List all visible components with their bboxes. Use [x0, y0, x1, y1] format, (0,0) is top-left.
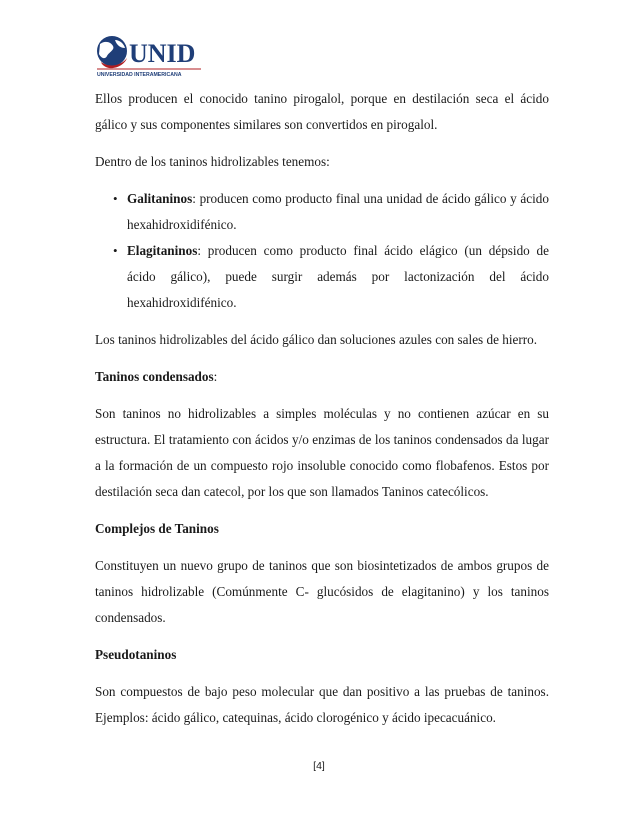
term-elagitaninos: Elagitaninos: [127, 243, 198, 258]
bullet-icon: •: [113, 191, 118, 206]
paragraph-sales-hierro: Los taninos hidrolizables del ácido gálico dan soluciones azules con sales de hierro.: [95, 332, 538, 347]
paragraph-pseudotaninos: Son compuestos de bajo peso molecular que dan positivo a las pruebas de taninos. Ejemplos: ácido gálico, catequinas, ácido clorogénico y ácido ipecacuánico.: [95, 684, 549, 725]
heading-pseudotaninos: Pseudotaninos: [95, 647, 177, 662]
term-galitaninos: Galitaninos: [127, 191, 193, 206]
heading-taninos-condensados: Taninos condensados:: [95, 369, 218, 384]
definition-elagitaninos: : producen como producto final ácido elágico (un dépsido de ácido gálico), puede surgir además por lactonización del ácido hexahidroxidifénico.: [127, 243, 549, 310]
logo-text: UNID: [129, 39, 196, 68]
bullet-list: [95, 186, 549, 316]
heading-complejos: Complejos de Taninos: [95, 521, 219, 536]
list-item: [95, 238, 549, 316]
definition-galitaninos: : producen como producto final una unidad de ácido gálico y ácido hexahidroxidifénico.: [127, 191, 549, 232]
page-number: [4]: [313, 760, 325, 772]
paragraph-complejos: Constituyen un nuevo grupo de taninos que son biosintetizados de ambos grupos de taninos hidrolizable (Comúnmente C- glucósidos de elagitanino) y los taninos condensados.: [95, 558, 549, 625]
list-item: [95, 186, 549, 238]
paragraph-pirogalol: Ellos producen el conocido tanino pirogalol, porque en destilación seca el ácido gálico y sus componentes similares son convertidos en pirogalol.: [95, 91, 549, 132]
globe-icon: [97, 36, 127, 68]
unid-logo: [95, 34, 205, 80]
logo-subtext: UNIVERSIDAD INTERAMERICANA: [97, 72, 182, 78]
document-body: [95, 86, 549, 731]
paragraph-hidrolizables-intro: Dentro de los taninos hidrolizables tenemos:: [95, 154, 330, 169]
bullet-icon: •: [113, 243, 118, 258]
paragraph-condensados: Son taninos no hidrolizables a simples moléculas y no contienen azúcar en su estructura. El tratamiento con ácidos y/o enzimas de los taninos condensados da lugar a la formación de un compuesto rojo insoluble conocido como flobafenos. Estos por destilación seca dan catecol, por los que son llamados Taninos catecólicos.: [95, 406, 549, 499]
